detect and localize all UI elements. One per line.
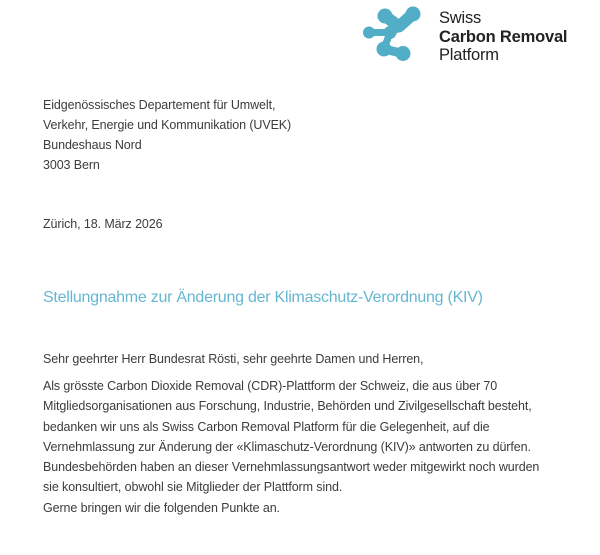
- logo-wordmark-line1: Swiss: [439, 9, 482, 27]
- body-line: Als grösste Carbon Dioxide Removal (CDR)-Plattform der Schweiz, die aus über 70: [43, 379, 498, 393]
- recipient-address: [43, 95, 291, 175]
- body-line: bedanken wir uns als Swiss Carbon Removal Platform für die Gelegenheit, auf die: [43, 419, 490, 434]
- scrp-logo: [362, 6, 567, 70]
- date-line: Zürich, 18. März 2026: [43, 217, 163, 231]
- body-line: Bundesbehörden haben an dieser Vernehmlassungsantwort weder mitgewirkt noch wurden: [43, 460, 540, 475]
- address-line: Eidgenössisches Departement für Umwelt,: [43, 98, 276, 112]
- salutation: Sehr geehrter Herr Bundesrat Rösti, sehr geehrte Damen und Herren,: [43, 352, 424, 366]
- body-line: Mitgliedsorganisationen aus Forschung, Industrie, Behörden und Zivilgesellschaft besteht,: [43, 399, 532, 414]
- molecule-logo-icon: [362, 6, 426, 70]
- body-line: sie konsultiert, obwohl sie Mitglieder der Plattform sind.: [43, 480, 343, 495]
- body-line: Gerne bringen wir die folgenden Punkte an.: [43, 500, 280, 515]
- address-line: Bundeshaus Nord: [43, 138, 142, 152]
- logo-wordmark-line3: Platform: [439, 46, 499, 64]
- body-line: Vernehmlassung zur Änderung der «Klimaschutz-Verordnung (KIV)» antworten zu dürfen.: [43, 439, 531, 454]
- letter-title: Stellungnahme zur Änderung der Klimaschutz-Verordnung (KIV): [43, 289, 483, 306]
- logo-wordmark: [439, 6, 567, 65]
- body-paragraph: [43, 376, 588, 518]
- logo-wordmark-line2: Carbon Removal: [439, 27, 568, 46]
- address-line: Verkehr, Energie und Kommunikation (UVEK): [43, 118, 292, 132]
- address-line: 3003 Bern: [43, 158, 100, 172]
